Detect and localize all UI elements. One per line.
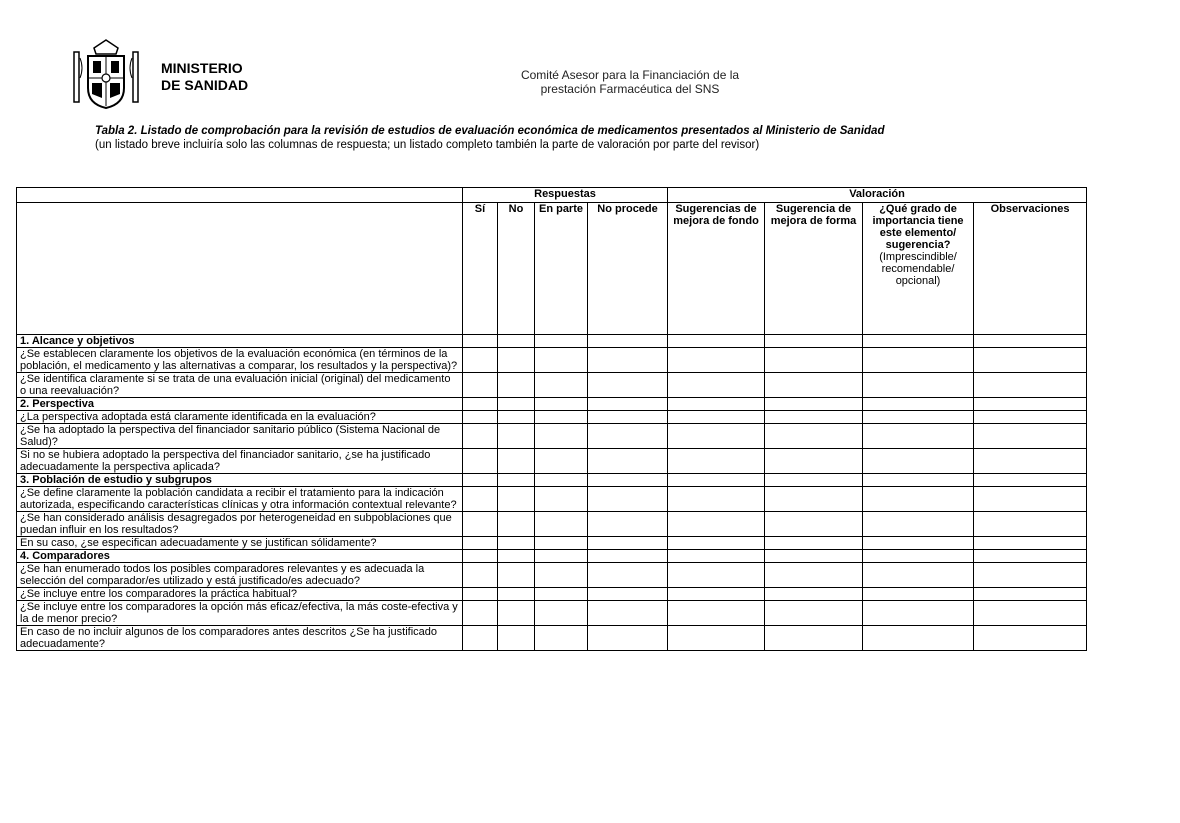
answer-cell-fondo[interactable] xyxy=(668,411,765,424)
answer-cell-forma[interactable] xyxy=(765,348,863,373)
answer-cell-fondo[interactable] xyxy=(668,474,765,487)
answer-cell-no[interactable] xyxy=(498,563,535,588)
ministry-line-2: DE SANIDAD xyxy=(161,77,249,93)
answer-cell-si[interactable] xyxy=(463,601,498,626)
answer-cell-no[interactable] xyxy=(498,487,535,512)
col-grado-title: ¿Qué grado de importancia tiene este elemento/ sugerencia? xyxy=(872,203,964,251)
committee-name xyxy=(480,68,780,96)
answer-cell-forma[interactable] xyxy=(765,373,863,398)
question-row xyxy=(17,487,1087,512)
question-text: ¿La perspectiva adoptada está claramente identificada en la evaluación? xyxy=(17,411,463,424)
answer-cell-si[interactable] xyxy=(463,449,498,474)
answer-cell-grado[interactable] xyxy=(863,550,974,563)
answer-cell-en-parte[interactable] xyxy=(535,373,588,398)
answer-cell-grado[interactable] xyxy=(863,335,974,348)
answer-cell-no[interactable] xyxy=(498,373,535,398)
col-sugerencias-fondo: Sugerencias de mejora de fondo xyxy=(668,203,765,335)
question-row xyxy=(17,512,1087,537)
answer-cell-forma[interactable] xyxy=(765,335,863,348)
answer-cell-no[interactable] xyxy=(498,512,535,537)
question-text: ¿Se define claramente la población candidata a recibir el tratamiento para la indicación autorizada, especificando características clínicas y otra información contextual relevante? xyxy=(17,487,463,512)
coat-of-arms-logo xyxy=(72,38,140,110)
answer-cell-observaciones[interactable] xyxy=(974,512,1087,537)
ministry-name xyxy=(161,60,248,94)
question-text: ¿Se ha adoptado la perspectiva del financiador sanitario público (Sistema Nacional de Salud)? xyxy=(17,424,463,449)
col-en-parte: En parte xyxy=(535,203,588,335)
answer-cell-no-procede[interactable] xyxy=(588,348,668,373)
answer-cell-grado[interactable] xyxy=(863,626,974,651)
section-row xyxy=(17,335,1087,348)
answer-cell-no-procede[interactable] xyxy=(588,449,668,474)
answer-cell-fondo[interactable] xyxy=(668,424,765,449)
answer-cell-en-parte[interactable] xyxy=(535,550,588,563)
answer-cell-no[interactable] xyxy=(498,474,535,487)
answer-cell-no[interactable] xyxy=(498,411,535,424)
question-row xyxy=(17,348,1087,373)
answer-cell-no-procede[interactable] xyxy=(588,626,668,651)
answer-cell-grado[interactable] xyxy=(863,398,974,411)
question-text: ¿Se establecen claramente los objetivos de la evaluación económica (en términos de la población, el medicamento y las alternativas a comparar, los resultados y la perspectiva)? xyxy=(17,348,463,373)
answer-cell-no-procede[interactable] xyxy=(588,373,668,398)
answer-cell-forma[interactable] xyxy=(765,512,863,537)
answer-cell-si[interactable] xyxy=(463,474,498,487)
answer-cell-observaciones[interactable] xyxy=(974,398,1087,411)
answer-cell-no[interactable] xyxy=(498,626,535,651)
answer-cell-no-procede[interactable] xyxy=(588,588,668,601)
answer-cell-grado[interactable] xyxy=(863,348,974,373)
col-grado-importancia xyxy=(863,203,974,335)
answer-cell-fondo[interactable] xyxy=(668,335,765,348)
answer-cell-en-parte[interactable] xyxy=(535,398,588,411)
answer-cell-grado[interactable] xyxy=(863,601,974,626)
answer-cell-observaciones[interactable] xyxy=(974,424,1087,449)
group-valoracion: Valoración xyxy=(668,188,1087,203)
answer-cell-en-parte[interactable] xyxy=(535,487,588,512)
question-row xyxy=(17,537,1087,550)
question-text: En caso de no incluir algunos de los comparadores antes descritos ¿Se ha justificado adecuadamente? xyxy=(17,626,463,651)
answer-cell-fondo[interactable] xyxy=(668,449,765,474)
answer-cell-en-parte[interactable] xyxy=(535,335,588,348)
answer-cell-no[interactable] xyxy=(498,537,535,550)
answer-cell-no[interactable] xyxy=(498,398,535,411)
answer-cell-observaciones[interactable] xyxy=(974,449,1087,474)
answer-cell-en-parte[interactable] xyxy=(535,537,588,550)
answer-cell-fondo[interactable] xyxy=(668,563,765,588)
question-row xyxy=(17,411,1087,424)
answer-cell-si[interactable] xyxy=(463,626,498,651)
answer-cell-grado[interactable] xyxy=(863,563,974,588)
answer-cell-en-parte[interactable] xyxy=(535,449,588,474)
answer-cell-si[interactable] xyxy=(463,398,498,411)
answer-cell-si[interactable] xyxy=(463,348,498,373)
answer-cell-forma[interactable] xyxy=(765,424,863,449)
answer-cell-grado[interactable] xyxy=(863,373,974,398)
answer-cell-fondo[interactable] xyxy=(668,537,765,550)
answer-cell-observaciones[interactable] xyxy=(974,335,1087,348)
question-header-blank xyxy=(17,203,463,335)
answer-cell-grado[interactable] xyxy=(863,474,974,487)
answer-cell-no[interactable] xyxy=(498,348,535,373)
answer-cell-en-parte[interactable] xyxy=(535,411,588,424)
answer-cell-forma[interactable] xyxy=(765,601,863,626)
section-row xyxy=(17,398,1087,411)
answer-cell-en-parte[interactable] xyxy=(535,512,588,537)
question-row xyxy=(17,601,1087,626)
answer-cell-fondo[interactable] xyxy=(668,550,765,563)
answer-cell-en-parte[interactable] xyxy=(535,626,588,651)
col-no-procede: No procede xyxy=(588,203,668,335)
answer-cell-si[interactable] xyxy=(463,411,498,424)
question-row xyxy=(17,373,1087,398)
answer-cell-observaciones[interactable] xyxy=(974,474,1087,487)
answer-cell-forma[interactable] xyxy=(765,487,863,512)
answer-cell-en-parte[interactable] xyxy=(535,601,588,626)
answer-cell-observaciones[interactable] xyxy=(974,563,1087,588)
answer-cell-si[interactable] xyxy=(463,335,498,348)
answer-cell-forma[interactable] xyxy=(765,588,863,601)
answer-cell-en-parte[interactable] xyxy=(535,348,588,373)
answer-cell-si[interactable] xyxy=(463,550,498,563)
answer-cell-no-procede[interactable] xyxy=(588,411,668,424)
question-row xyxy=(17,449,1087,474)
answer-cell-observaciones[interactable] xyxy=(974,550,1087,563)
question-text: ¿Se identifica claramente si se trata de una evaluación inicial (original) del medicamento o una reevaluación? xyxy=(17,373,463,398)
answer-cell-forma[interactable] xyxy=(765,398,863,411)
answer-cell-fondo[interactable] xyxy=(668,626,765,651)
answer-cell-forma[interactable] xyxy=(765,411,863,424)
answer-cell-no[interactable] xyxy=(498,335,535,348)
answer-cell-observaciones[interactable] xyxy=(974,588,1087,601)
section-title: 3. Población de estudio y subgrupos xyxy=(17,474,463,487)
table-subtitle: (un listado breve incluiría solo las columnas de respuesta; un listado completo también la parte de valoración por parte del revisor) xyxy=(95,139,760,151)
answer-cell-grado[interactable] xyxy=(863,537,974,550)
section-row xyxy=(17,474,1087,487)
col-sugerencia-forma: Sugerencia de mejora de forma xyxy=(765,203,863,335)
answer-cell-observaciones[interactable] xyxy=(974,601,1087,626)
answer-cell-forma[interactable] xyxy=(765,474,863,487)
answer-cell-grado[interactable] xyxy=(863,588,974,601)
answer-cell-forma[interactable] xyxy=(765,537,863,550)
answer-cell-no-procede[interactable] xyxy=(588,512,668,537)
answer-cell-fondo[interactable] xyxy=(668,373,765,398)
section-title: 1. Alcance y objetivos xyxy=(17,335,463,348)
answer-cell-si[interactable] xyxy=(463,588,498,601)
header-blank xyxy=(17,188,463,203)
col-no: No xyxy=(498,203,535,335)
section-title: 2. Perspectiva xyxy=(17,398,463,411)
answer-cell-forma[interactable] xyxy=(765,449,863,474)
answer-cell-fondo[interactable] xyxy=(668,512,765,537)
section-row xyxy=(17,550,1087,563)
answer-cell-observaciones[interactable] xyxy=(974,373,1087,398)
answer-cell-no-procede[interactable] xyxy=(588,487,668,512)
group-respuestas: Respuestas xyxy=(463,188,668,203)
question-text: En su caso, ¿se especifican adecuadamente y se justifican sólidamente? xyxy=(17,537,463,550)
answer-cell-grado[interactable] xyxy=(863,411,974,424)
answer-cell-observaciones[interactable] xyxy=(974,537,1087,550)
answer-cell-no-procede[interactable] xyxy=(588,424,668,449)
answer-cell-grado[interactable] xyxy=(863,449,974,474)
answer-cell-fondo[interactable] xyxy=(668,348,765,373)
answer-cell-si[interactable] xyxy=(463,373,498,398)
answer-cell-en-parte[interactable] xyxy=(535,563,588,588)
question-text: ¿Se han considerado análisis desagregados por heterogeneidad en subpoblaciones que puedan influir en los resultados? xyxy=(17,512,463,537)
answer-cell-no[interactable] xyxy=(498,550,535,563)
question-row xyxy=(17,626,1087,651)
answer-cell-grado[interactable] xyxy=(863,512,974,537)
answer-cell-si[interactable] xyxy=(463,487,498,512)
answer-cell-en-parte[interactable] xyxy=(535,474,588,487)
question-row xyxy=(17,588,1087,601)
checklist-body xyxy=(17,335,1087,651)
answer-cell-grado[interactable] xyxy=(863,424,974,449)
answer-cell-no-procede[interactable] xyxy=(588,474,668,487)
col-si: Sí xyxy=(463,203,498,335)
answer-cell-forma[interactable] xyxy=(765,550,863,563)
answer-cell-no[interactable] xyxy=(498,601,535,626)
col-grado-subtitle: (Imprescindible/ recomendable/ opcional) xyxy=(879,251,957,287)
col-observaciones: Observaciones xyxy=(974,203,1087,335)
answer-cell-observaciones[interactable] xyxy=(974,348,1087,373)
answer-cell-fondo[interactable] xyxy=(668,601,765,626)
table-caption xyxy=(95,124,884,152)
question-text: ¿Se incluye entre los comparadores la opción más eficaz/efectiva, la más coste-efectiva y la de menor precio? xyxy=(17,601,463,626)
answer-cell-en-parte[interactable] xyxy=(535,588,588,601)
answer-cell-grado[interactable] xyxy=(863,487,974,512)
answer-cell-no-procede[interactable] xyxy=(588,398,668,411)
answer-cell-no-procede[interactable] xyxy=(588,601,668,626)
answer-cell-si[interactable] xyxy=(463,424,498,449)
question-row xyxy=(17,424,1087,449)
answer-cell-si[interactable] xyxy=(463,537,498,550)
answer-cell-fondo[interactable] xyxy=(668,487,765,512)
committee-line-2: prestación Farmacéutica del SNS xyxy=(540,82,720,96)
answer-cell-no[interactable] xyxy=(498,424,535,449)
question-text: ¿Se incluye entre los comparadores la práctica habitual? xyxy=(17,588,463,601)
answer-cell-no-procede[interactable] xyxy=(588,335,668,348)
answer-cell-en-parte[interactable] xyxy=(535,424,588,449)
answer-cell-si[interactable] xyxy=(463,512,498,537)
answer-cell-fondo[interactable] xyxy=(668,398,765,411)
answer-cell-observaciones[interactable] xyxy=(974,626,1087,651)
answer-cell-no-procede[interactable] xyxy=(588,550,668,563)
answer-cell-no-procede[interactable] xyxy=(588,563,668,588)
checklist-table xyxy=(16,187,1087,651)
ministry-line-1: MINISTERIO xyxy=(161,60,243,76)
answer-cell-fondo[interactable] xyxy=(668,588,765,601)
question-text: ¿Se han enumerado todos los posibles comparadores relevantes y es adecuada la selección del comparador/es utilizado y está justificado/es adecuado? xyxy=(17,563,463,588)
answer-cell-forma[interactable] xyxy=(765,626,863,651)
answer-cell-observaciones[interactable] xyxy=(974,411,1087,424)
answer-cell-no[interactable] xyxy=(498,449,535,474)
answer-cell-forma[interactable] xyxy=(765,563,863,588)
answer-cell-observaciones[interactable] xyxy=(974,487,1087,512)
committee-line-1: Comité Asesor para la Financiación de la xyxy=(520,68,740,82)
table-title: Tabla 2. Listado de comprobación para la revisión de estudios de evaluación económica de medicamentos presentados al Ministerio de Sanidad xyxy=(95,125,885,137)
question-row xyxy=(17,563,1087,588)
answer-cell-no-procede[interactable] xyxy=(588,537,668,550)
answer-cell-no[interactable] xyxy=(498,588,535,601)
section-title: 4. Comparadores xyxy=(17,550,463,563)
answer-cell-si[interactable] xyxy=(463,563,498,588)
question-text: Si no se hubiera adoptado la perspectiva del financiador sanitario, ¿se ha justificado adecuadamente la perspectiva aplicada? xyxy=(17,449,463,474)
